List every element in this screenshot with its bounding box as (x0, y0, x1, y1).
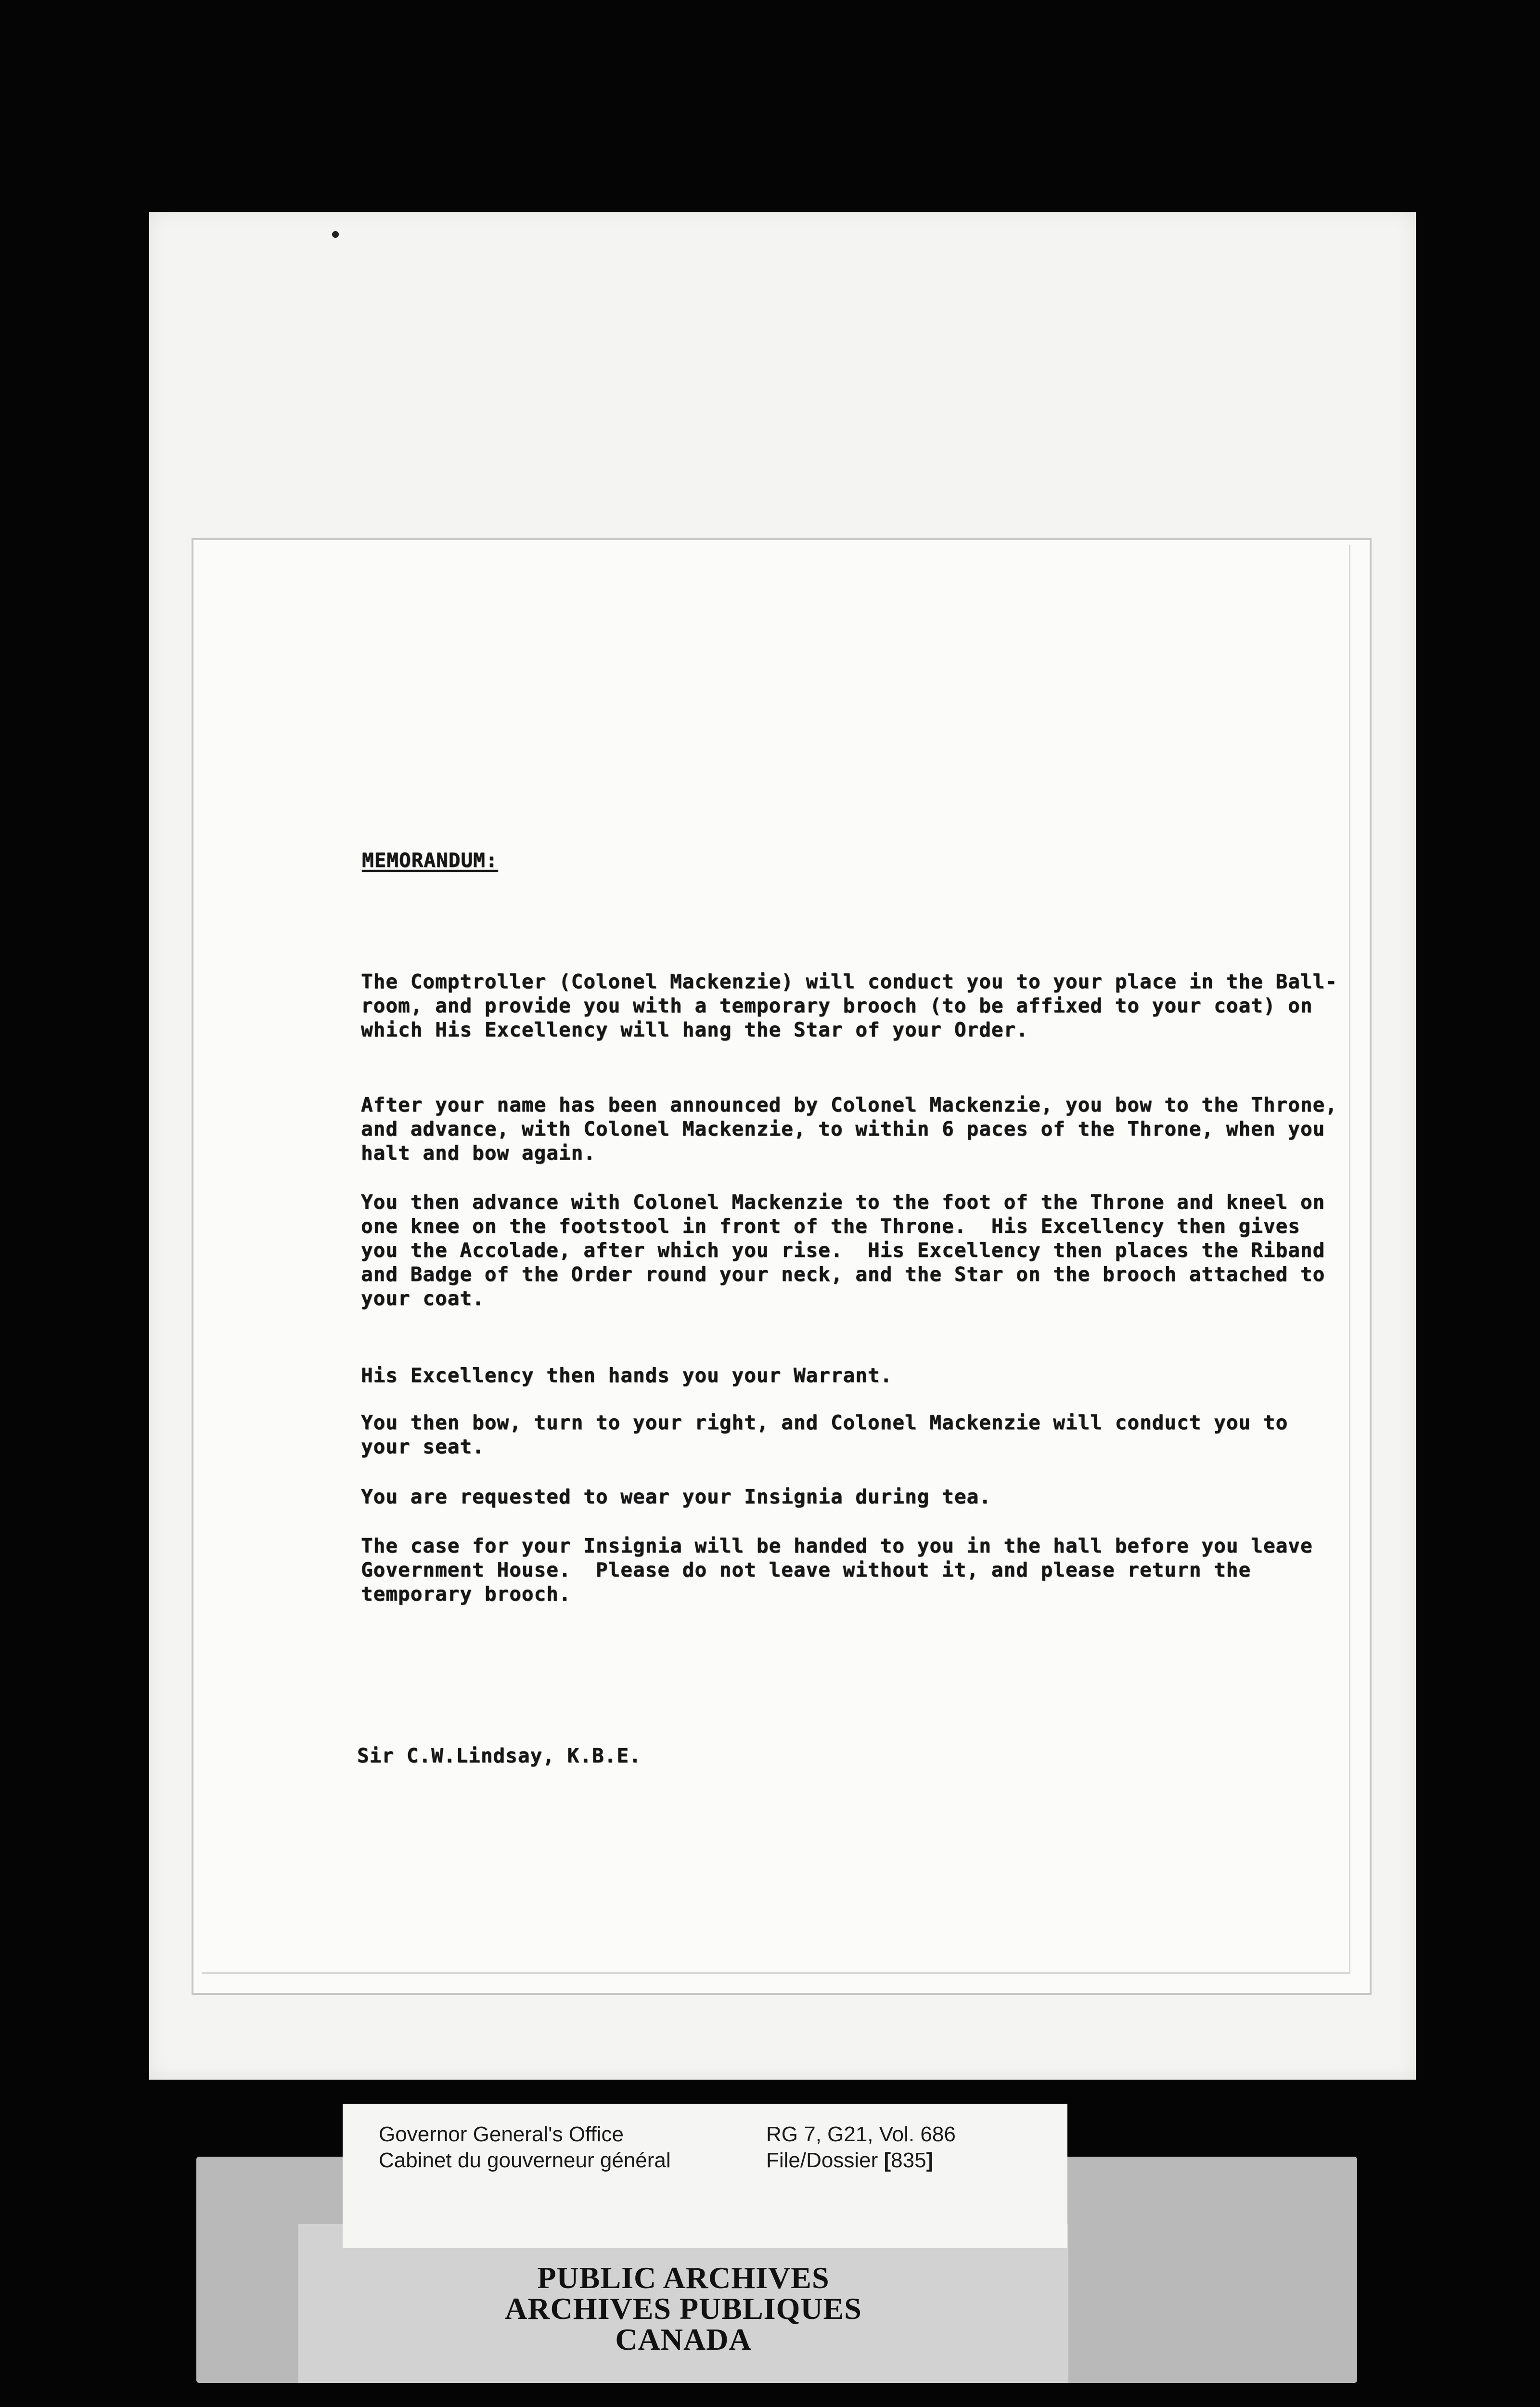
file-label: File/Dossier (766, 2148, 878, 2172)
memo-paragraph: You then bow, turn to your right, and Colonel Mackenzie will conduct you to your seat. (361, 1411, 1300, 1458)
office-name-en: Governor General's Office (379, 2122, 624, 2146)
archive-reference: RG 7, G21, Vol. 686 (766, 2122, 956, 2146)
memo-paragraph: The Comptroller (Colonel Mackenzie) will conduct you to your place in the Ball-room, and provide you with a temporary brooch (to be affixed to your coat) on which His Excellency will hang the Star of your Order. (361, 970, 1338, 1041)
office-name-fr: Cabinet du gouverneur général (379, 2148, 671, 2172)
memo-signature: Sir C.W.Lindsay, K.B.E. (357, 1744, 642, 1767)
memo-heading: MEMORANDUM: (362, 849, 498, 872)
archives-line-en: PUBLIC ARCHIVES (537, 2261, 830, 2295)
memo-paragraph: You then advance with Colonel Mackenzie to the foot of the Throne and kneel on one knee on the footstool in front of the Throne. His Excellency then gives you the Accolade, after which you rise. His Excellency then places the Riband and Badge of the Order round your neck, and the Star on the brooch attached to your coat. (361, 1191, 1338, 1310)
memo-paragraph: After your name has been announced by Colonel Mackenzie, you bow to the Throne, and advance, with Colonel Mackenzie, to within 6 paces of the Throne, when you halt and bow again. (361, 1093, 1350, 1165)
archive-reference-label (343, 2104, 1067, 2248)
paper-mark (332, 231, 339, 238)
memorandum-page (192, 538, 1372, 1995)
archives-line-fr: ARCHIVES PUBLIQUES (505, 2291, 862, 2326)
memo-paragraph: His Excellency then hands you your Warrant. (361, 1364, 893, 1387)
archives-stamp-text (298, 2263, 1068, 2355)
file-reference (766, 2148, 933, 2173)
archives-line-country: CANADA (615, 2322, 752, 2356)
memo-paragraph: The case for your Insignia will be handed to you in the hall before you leave Government House. Please do not leave without it, and please return the temporary brooch. (361, 1534, 1325, 1605)
file-bracket-close: ] (926, 2148, 934, 2172)
file-number: 835 (891, 2148, 926, 2172)
memo-paragraph: You are requested to wear your Insignia during tea. (361, 1485, 991, 1508)
file-bracket-open: [ (884, 2148, 891, 2172)
